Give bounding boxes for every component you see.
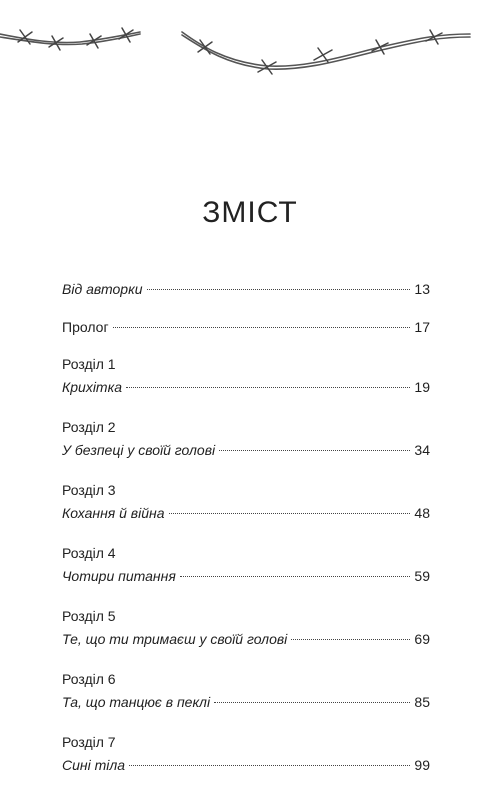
chapter-title: Сині тіла <box>62 757 126 773</box>
dot-leader <box>169 513 411 514</box>
toc-entry-prologue[interactable] <box>62 316 430 338</box>
page-number: 13 <box>414 281 430 297</box>
page-number: 34 <box>414 442 430 458</box>
chapter-heading: Розділ 4 <box>62 545 116 561</box>
chapter-heading: Розділ 6 <box>62 671 116 687</box>
page-number: 99 <box>414 757 430 773</box>
dot-leader <box>126 387 410 388</box>
dot-leader <box>214 702 410 703</box>
toc-entry-chapter-7[interactable] <box>62 732 430 776</box>
barbed-wire-icon <box>0 0 500 90</box>
chapter-title: Крихітка <box>62 379 122 395</box>
page-number: 59 <box>414 568 430 584</box>
entry-label: Пролог <box>62 319 109 335</box>
toc-entry-foreword[interactable] <box>62 278 430 300</box>
chapter-title: Кохання й війна <box>62 505 165 521</box>
dot-leader <box>129 765 410 766</box>
toc-entry-chapter-5[interactable] <box>62 606 430 650</box>
page-number: 85 <box>414 694 430 710</box>
chapter-heading: Розділ 3 <box>62 482 116 498</box>
page-number: 69 <box>414 631 430 647</box>
chapter-heading: Розділ 2 <box>62 419 116 435</box>
dot-leader <box>113 327 411 328</box>
page-number: 17 <box>414 319 430 335</box>
dot-leader <box>291 639 410 640</box>
chapter-heading: Розділ 7 <box>62 734 116 750</box>
toc-entry-chapter-6[interactable] <box>62 669 430 713</box>
chapter-heading: Розділ 1 <box>62 356 116 372</box>
chapter-title: У безпеці у своїй голові <box>62 442 216 458</box>
page-number: 48 <box>414 505 430 521</box>
entry-label: Від авторки <box>62 281 143 297</box>
dot-leader <box>180 576 411 577</box>
page-number: 19 <box>414 379 430 395</box>
toc-entry-chapter-4[interactable] <box>62 543 430 587</box>
toc-entry-chapter-2[interactable] <box>62 417 430 461</box>
chapter-title: Та, що танцює в пеклі <box>62 694 211 710</box>
chapter-heading: Розділ 5 <box>62 608 116 624</box>
dot-leader <box>147 289 411 290</box>
dot-leader <box>219 450 410 451</box>
table-of-contents <box>62 278 430 795</box>
toc-entry-chapter-3[interactable] <box>62 480 430 524</box>
page-title: ЗМІСТ <box>202 196 298 229</box>
toc-entry-chapter-1[interactable] <box>62 354 430 398</box>
chapter-title: Те, що ти тримаєш у своїй голові <box>62 631 288 647</box>
chapter-title: Чотири питання <box>62 568 176 584</box>
